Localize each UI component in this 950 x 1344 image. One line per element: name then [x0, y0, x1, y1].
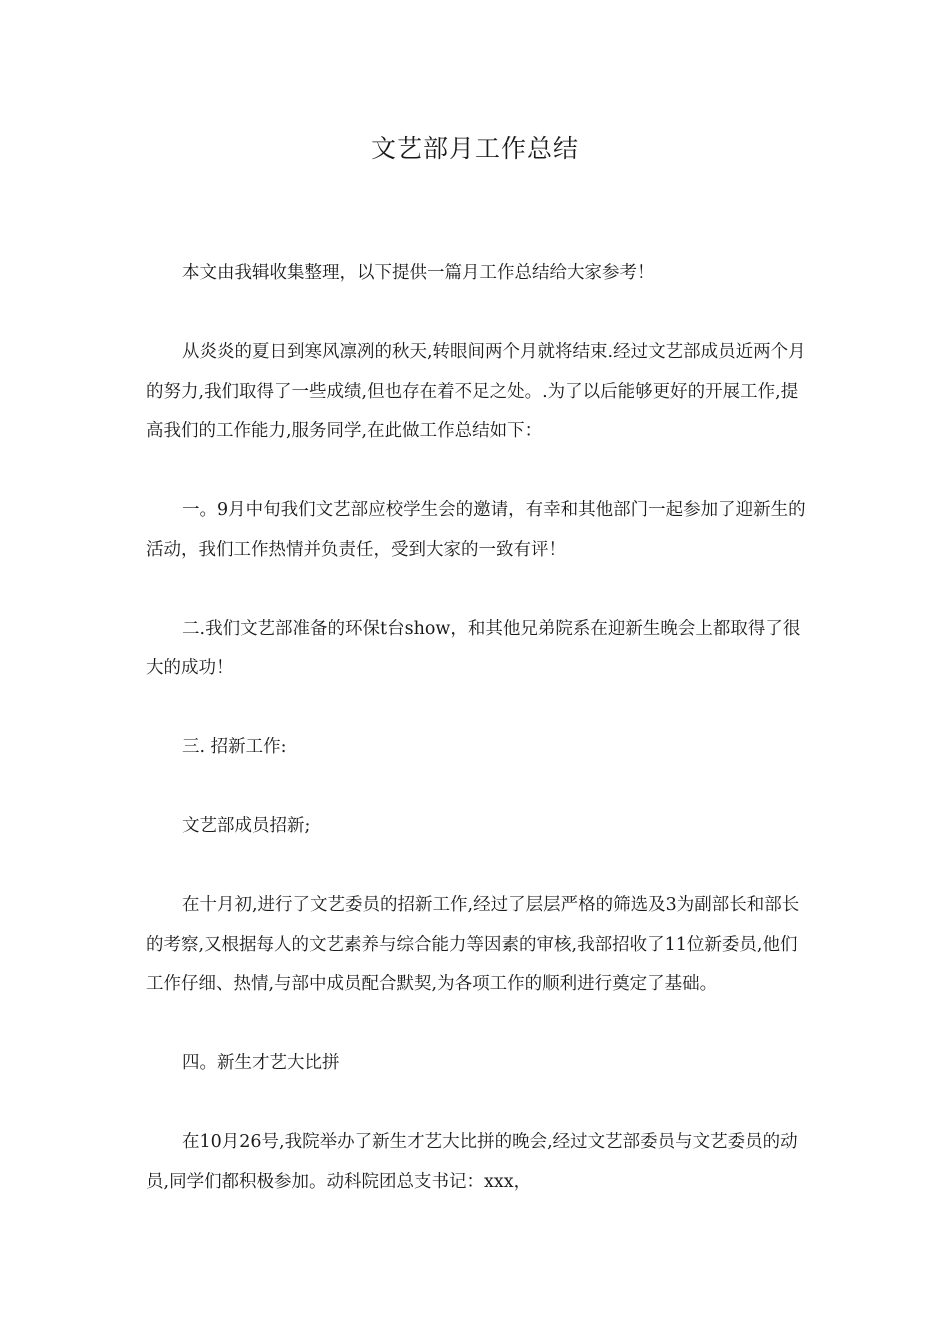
document-title: 文艺部月工作总结 [370, 134, 579, 163]
paragraph-overview: 从炎炎的夏日到寒风凛冽的秋天,转眼间两个月就将结束.经过文艺部成员近两个月的努力,我们取得了一些成绩,但也存在着不足之处。.为了以后能够更好的开展工作,提高我们的工作能力,服务同学,在此做工作总结如下： [146, 342, 806, 441]
section-heading-four: 四。新生才艺大比拼 [182, 1053, 340, 1073]
paragraph-item-one: 一。9月中旬我们文艺部应校学生会的邀请，有幸和其他部门一起参加了迎新生的活动，我们工作热情并负责任，受到大家的一致有评！ [146, 500, 806, 560]
paragraph-gap [146, 689, 810, 729]
paragraph-gap [146, 847, 810, 887]
paragraph-talent-show: 在10月26号,我院举办了新生才艺大比拼的晚会,经过文艺部委员与文艺委员的动员,同学们都积极参加。动科院团总支书记：xxx， [146, 1132, 798, 1192]
paragraph-gap [146, 294, 810, 334]
document-body [146, 254, 810, 1202]
paragraph-gap [146, 768, 810, 808]
subheading-recruitment: 文艺部成员招新; [182, 816, 311, 836]
paragraph-gap [146, 1084, 810, 1124]
paragraph-gap [146, 452, 810, 492]
paragraph-recruitment: 在十月初,进行了文艺委员的招新工作,经过了层层严格的筛选及3为副部长和部长的考察,又根据每人的文艺素养与综合能力等因素的审核,我部招收了11位新委员,他们工作仔细、热情,与部中成员配合默契,为各项工作的顺利进行奠定了基础。 [146, 895, 800, 994]
paragraph-gap [146, 1005, 810, 1045]
paragraph-gap [146, 570, 810, 610]
paragraph-item-two: 二.我们文艺部准备的环保t台show，和其他兄弟院系在迎新生晚会上都取得了很大的成功！ [146, 618, 801, 678]
section-heading-three: 三. 招新工作: [182, 737, 287, 757]
paragraph-intro: 本文由我辑收集整理，以下提供一篇月工作总结给大家参考！ [182, 263, 655, 283]
